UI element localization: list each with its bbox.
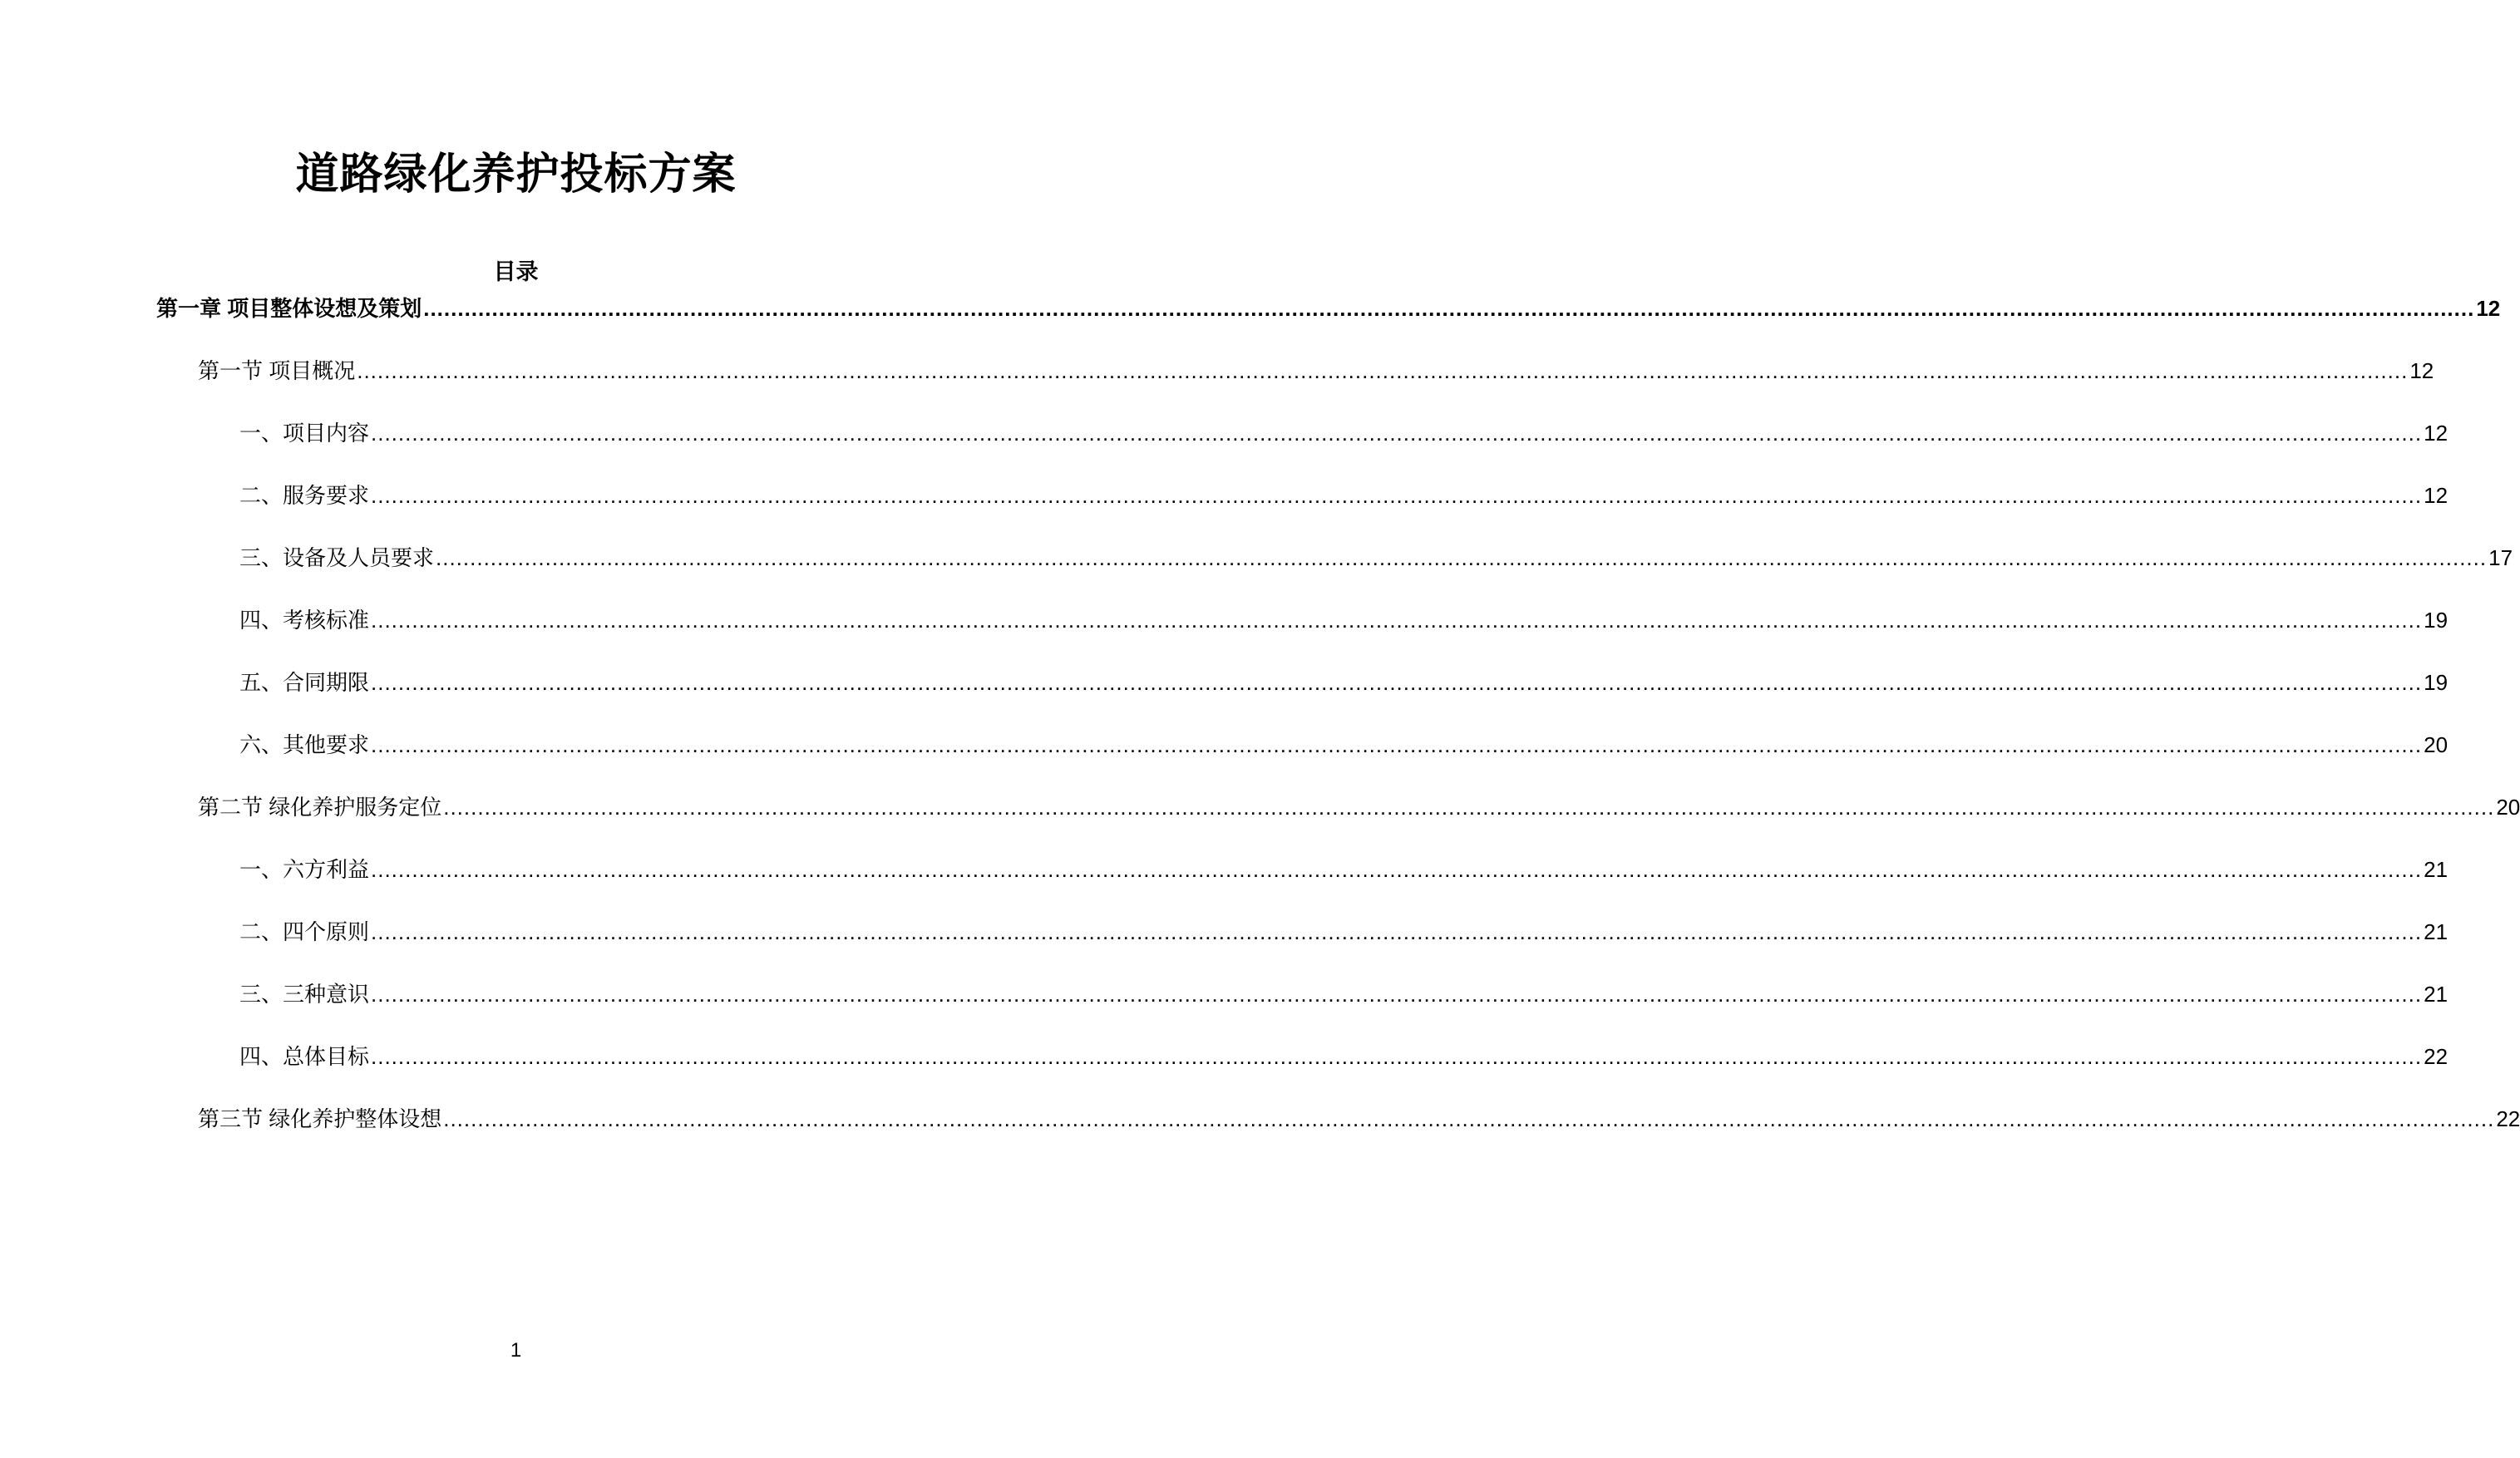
toc-leader-dots: ............................................................................................................................................................................................................................................................................................................ bbox=[371, 857, 2423, 882]
toc-entry-page: 20 bbox=[2424, 732, 2448, 757]
toc-entry[interactable] bbox=[239, 975, 2448, 1008]
page-number: 1 bbox=[510, 1339, 522, 1362]
toc-entry-label: 一、项目内容 bbox=[239, 421, 370, 446]
toc-entry-page: 22 bbox=[2424, 1044, 2448, 1069]
toc-entry-label: 三、设备及人员要求 bbox=[239, 545, 435, 570]
toc-entry-page: 12 bbox=[2424, 483, 2448, 508]
toc-entry-label: 五、合同期限 bbox=[239, 670, 370, 695]
toc-entry-label: 四、考核标准 bbox=[239, 608, 370, 633]
toc-leader-dots: ............................................................................................................................................................................................................................................................................................................ bbox=[371, 483, 2423, 508]
toc-entry[interactable] bbox=[198, 788, 2520, 821]
toc-entry-page: 17 bbox=[2488, 545, 2513, 570]
toc-entry-label: 第一章 项目整体设想及策划 bbox=[156, 296, 422, 321]
toc-entry-page: 21 bbox=[2424, 857, 2448, 882]
toc-entry-label: 一、六方利益 bbox=[239, 857, 370, 882]
toc-leader-dots: ............................................................................................................................................................................................................................................................................................................ bbox=[423, 296, 2475, 321]
toc-leader-dots: ............................................................................................................................................................................................................................................................................................................ bbox=[371, 982, 2423, 1007]
toc-leader-dots: ............................................................................................................................................................................................................................................................................................................ bbox=[443, 795, 2495, 820]
toc-entry[interactable] bbox=[239, 850, 2448, 884]
toc-entry[interactable] bbox=[156, 289, 2501, 323]
toc-entry-label: 第二节 绿化养护服务定位 bbox=[198, 795, 442, 820]
toc-leader-dots: ............................................................................................................................................................................................................................................................................................................ bbox=[371, 1044, 2423, 1069]
toc-entry-page: 20 bbox=[2496, 795, 2520, 820]
document-title: 道路绿化养护投标方案 bbox=[295, 150, 737, 199]
toc-entry[interactable] bbox=[198, 352, 2434, 385]
toc-entry-label: 二、四个原则 bbox=[239, 919, 370, 944]
toc-leader-dots: ............................................................................................................................................................................................................................................................................................................ bbox=[436, 545, 2488, 570]
toc-entry-page: 12 bbox=[2409, 358, 2434, 383]
toc-entry-page: 19 bbox=[2424, 670, 2448, 695]
toc-entry[interactable] bbox=[239, 1037, 2448, 1071]
toc-entry[interactable] bbox=[239, 913, 2448, 946]
toc-heading: 目录 bbox=[493, 259, 539, 284]
toc-leader-dots: ............................................................................................................................................................................................................................................................................................................ bbox=[443, 1106, 2495, 1131]
toc-entry-label: 第一节 项目概况 bbox=[198, 358, 356, 383]
toc-leader-dots: ............................................................................................................................................................................................................................................................................................................ bbox=[371, 421, 2423, 446]
toc-entry-page: 21 bbox=[2424, 982, 2448, 1007]
toc-entry-label: 四、总体目标 bbox=[239, 1044, 370, 1069]
toc-leader-dots: ............................................................................................................................................................................................................................................................................................................ bbox=[371, 670, 2423, 695]
toc-leader-dots: ............................................................................................................................................................................................................................................................................................................ bbox=[371, 608, 2423, 633]
toc-entry[interactable] bbox=[239, 726, 2448, 759]
toc-leader-dots: ............................................................................................................................................................................................................................................................................................................ bbox=[371, 919, 2423, 944]
toc-leader-dots: ............................................................................................................................................................................................................................................................................................................ bbox=[357, 358, 2409, 383]
toc-entry[interactable] bbox=[198, 1100, 2520, 1133]
toc-entry-page: 12 bbox=[2476, 296, 2501, 321]
toc-entry-label: 第三节 绿化养护整体设想 bbox=[198, 1106, 442, 1131]
toc-entry-page: 21 bbox=[2424, 919, 2448, 944]
toc-entry-page: 22 bbox=[2496, 1106, 2520, 1131]
toc-leader-dots: ............................................................................................................................................................................................................................................................................................................ bbox=[371, 732, 2423, 757]
toc-entry-label: 三、三种意识 bbox=[239, 982, 370, 1007]
toc-entry[interactable] bbox=[239, 539, 2513, 572]
toc-entry-page: 19 bbox=[2424, 608, 2448, 633]
toc-entry[interactable] bbox=[239, 476, 2448, 510]
toc-entry-label: 六、其他要求 bbox=[239, 732, 370, 757]
toc-entry-page: 12 bbox=[2424, 421, 2448, 446]
toc-entry[interactable] bbox=[239, 601, 2448, 634]
toc-entry-label: 二、服务要求 bbox=[239, 483, 370, 508]
toc-entry[interactable] bbox=[239, 663, 2448, 697]
toc-entry[interactable] bbox=[239, 414, 2448, 447]
